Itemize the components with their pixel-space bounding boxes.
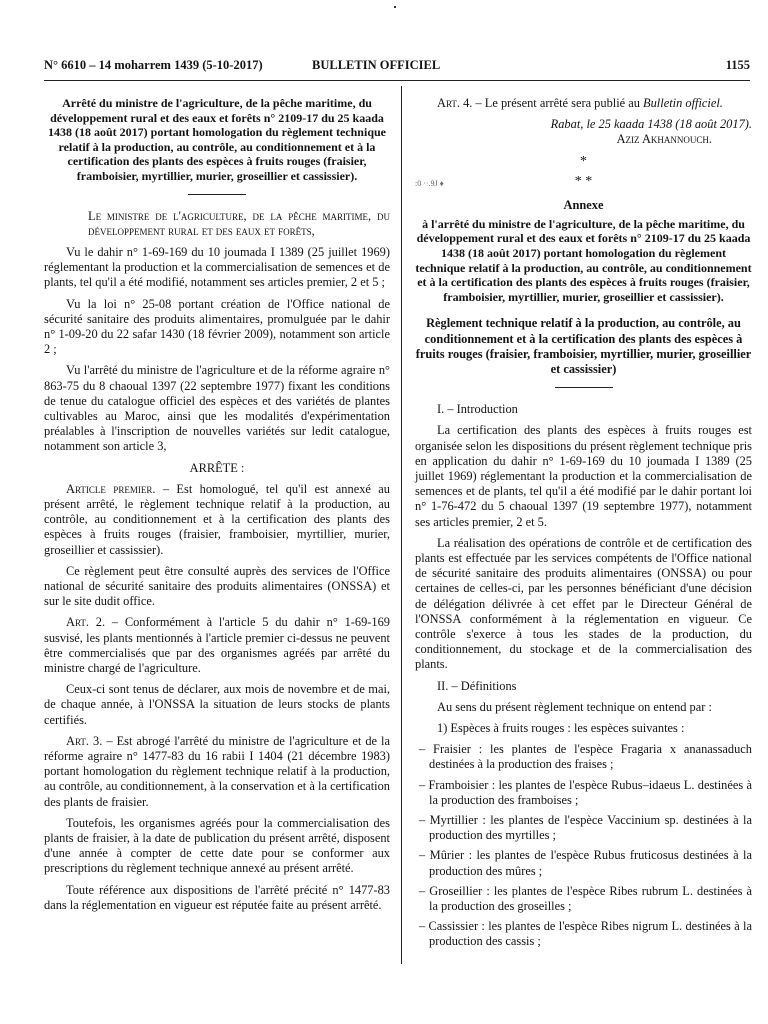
list-item: – Framboisier : les plantes de l'espèce Rubus–idaeus L. destinées à la production des framboises ; (419, 777, 752, 807)
paragraph: Vu le dahir n° 1-69-169 du 10 joumada I 1389 (25 juillet 1969) réglementant la production et la commercialisation de semences et de plants, tel qu'il a été modifié, notamment ses articles premier, 2 et 5 ; (44, 244, 390, 290)
paragraph: Au sens du présent règlement technique on entend par : (437, 699, 712, 714)
left-column (44, 96, 390, 919)
article-text: – Est homologué, tel qu'il est annexé au présent arrêté, le règlement technique relatif à la production, au contrôle, au conditionnement et à la certification des plants des espèces à fruits rouges (fraisier, framboisier, myrtillier, murier, groseillier et cassissier). (44, 481, 390, 557)
signature: Aziz Akhannouch. (616, 132, 712, 147)
article-3 (44, 734, 390, 810)
article-label: Art. 2. (66, 615, 106, 630)
column-divider (401, 86, 402, 964)
stray-marks: :0 ··.9J ♦ (415, 179, 444, 188)
section-introduction: I. – Introduction (437, 402, 518, 417)
regulation-rule (555, 387, 613, 388)
list-item: – Cassissier : les plantes de l'espèce Ribes nigrum L. destinées à la production des cassis ; (419, 919, 752, 949)
list-item: – Fraisier : les plantes de l'espèce Fragaria x ananassaduch destinées à la production des fraises ; (419, 742, 752, 772)
list-item: – Groseillier : les plantes de l'espèce Ribes rubrum L. destinées à la production des groseilles ; (419, 883, 752, 914)
paragraph: 1) Espèces à fruits rouges : les espèces suivantes : (437, 721, 685, 736)
article-label: Art. 4. (437, 96, 473, 110)
place-date (415, 117, 752, 132)
page-number: 1155 (725, 58, 750, 72)
header-divider (44, 80, 750, 81)
right-column (415, 96, 752, 955)
regulation-title: Règlement technique relatif à la production, au contrôle, au conditionnement et à la certification des plants des espèces à fruits rouges (fraisier, framboisier, myrtillier, murier, groseillier et cassissier) (415, 316, 752, 376)
paragraph: Toutefois, les organismes agréés pour la commercialisation des plants de fraisier, à la date de publication du présent arrêté, disposent d'une année à compter de cette date pour se conformer aux prescriptions du règlement technique annexé au présent arrêté. (44, 815, 390, 876)
paragraph: Vu l'arrêté du ministre de l'agriculture et de la réforme agraire n° 863-75 du 8 chaoual 1397 (22 septembre 1977) fixant les conditions de tenue du catalogue officiel des espèces et des variétés de plantes cultivables au Maroc, ainsi que les modalités d'expérimentation préalables à l'inscription de nouvelles variétés sur ledit catalogue, notamment son article 3, (44, 363, 390, 454)
article-label: Article premier. (66, 481, 156, 496)
issue-number: N° 6610 – 14 moharrem 1439 (5-10-2017) (44, 58, 263, 72)
article-2 (44, 615, 390, 676)
arrete-heading: ARRÊTE : (189, 460, 245, 475)
page-header (44, 58, 750, 82)
article-text: – Est abrogé l'arrêté du ministre de l'agriculture et de la réforme agraire n° 1477-83 du 16 rabii I 1404 (21 décembre 1983) portant homologation du règlement technique relatif à la production, au contrôle, au conditionnement, à la conservation et à la certification des plants de fraisier. (44, 733, 390, 809)
star-separator-top: * (580, 153, 587, 169)
annex-heading: Annexe (563, 197, 604, 212)
article-text: – Conformément à l'article 5 du dahir n° 1-69-169 susvisé, les plants mentionnés à l'article premier ci-dessus ne peuvent être commercialisés que par des organismes agréés par arrêté du ministre chargé de l'agriculture. (44, 615, 390, 676)
article-1 (44, 482, 390, 558)
bulletin-reference: Bulletin officiel. (643, 96, 723, 110)
scan-speck (394, 6, 396, 8)
paragraph: Vu la loi n° 25-08 portant création de l'Office national de sécurité sanitaire des produits alimentaires, promulguée par le dahir n° 1-09-20 du 22 safar 1430 (18 février 2009), notamment son article 2 ; (44, 296, 390, 357)
paragraph: Ceux-ci sont tenus de déclarer, aux mois de novembre et de mai, de chaque année, à l'ONSSA la situation de leurs stocks de plants certifiés. (44, 682, 390, 727)
article-text: – Le présent arrêté sera publié au (472, 96, 644, 110)
minister-heading: Le ministre de l'agriculture, de la pêche maritime, du développement rural et des eaux et forêts, (88, 208, 390, 238)
annex-title: à l'arrêté du ministre de l'agriculture, de la pêche maritime, du développement rural et des eaux et forêts n° 2109-17 du 25 kaada 1438 (18 août 2017) portant homologation du règlement technique relatif à la production, au contrôle, au conditionnement et à la certification des plants des espèces à fruits rouges (fraisier, framboisier, myrtillier, murier, groseillier et cassissier). (415, 216, 752, 304)
paragraph: Toute référence aux dispositions de l'arrêté précité n° 1477-83 dans la réglementation en vigueur est réputée faite au présent arrêté. (44, 882, 390, 912)
paragraph: Ce règlement peut être consulté auprès des services de l'Office national de sécurité sanitaire des produits alimentaires (ONSSA) et sur le site dudit office. (44, 563, 390, 609)
paragraph: La certification des plants des espèces à fruits rouges est organisée selon les dispositions du présent règlement technique pris en application du dahir n° 1-69-169 du 10 joumada I 1389 (25 juillet 1969) réglementant la production et la commercialisation de semences et de plants, tel qu'il a été modifié par le dahir portant loi n° 1-76-472 du 5 chaoual 1397 (19 septembre 1977), notamment ses articles premier, 2 et 5. (415, 423, 752, 529)
list-item: – Myrtillier : les plantes de l'espèce Vaccinium sp. destinées à la production des myrtilles ; (419, 813, 752, 843)
place-date-text: Rabat, le 25 kaada 1438 (18 août 2017). (550, 117, 752, 132)
decree-title: Arrêté du ministre de l'agriculture, de la pêche maritime, du développement rural et des eaux et forêts n° 2109-17 du 25 kaada 1438 (18 août 2017) portant homologation du règlement technique relatif à la production, au contrôle, au conditionnement et à la certification des plants des espèces à fruits rouges (fraisier, framboisier, myrtillier, murier, groseillier et cassissier). (48, 96, 386, 183)
article-4 (415, 96, 752, 111)
list-item: – Mûrier : les plantes de l'espèce Rubus fruticosus destinées à la production des mûres ; (419, 848, 752, 878)
publication-title: BULLETIN OFFICIEL (312, 58, 441, 72)
star-separator-bottom: * * (574, 173, 593, 189)
section-definitions: II. – Définitions (437, 678, 517, 693)
article-label: Art. 3. (66, 733, 103, 748)
title-rule (188, 194, 246, 195)
paragraph: La réalisation des opérations de contrôle et de certification des plants est effectuée par les services compétents de l'Office national de sécurité sanitaire des produits alimentaires (ONSSA) ou pour certaines de celles-ci, par les personnes bénéficiant d'une décision de délégation délivrée à cet effet par le Directeur Général de l'ONSSA conformément à la réglementation en vigueur. Ce contrôle s'exerce à tous les stades de la production, du conditionnement, du stockage et de la commercialisation des plants. (415, 535, 752, 672)
